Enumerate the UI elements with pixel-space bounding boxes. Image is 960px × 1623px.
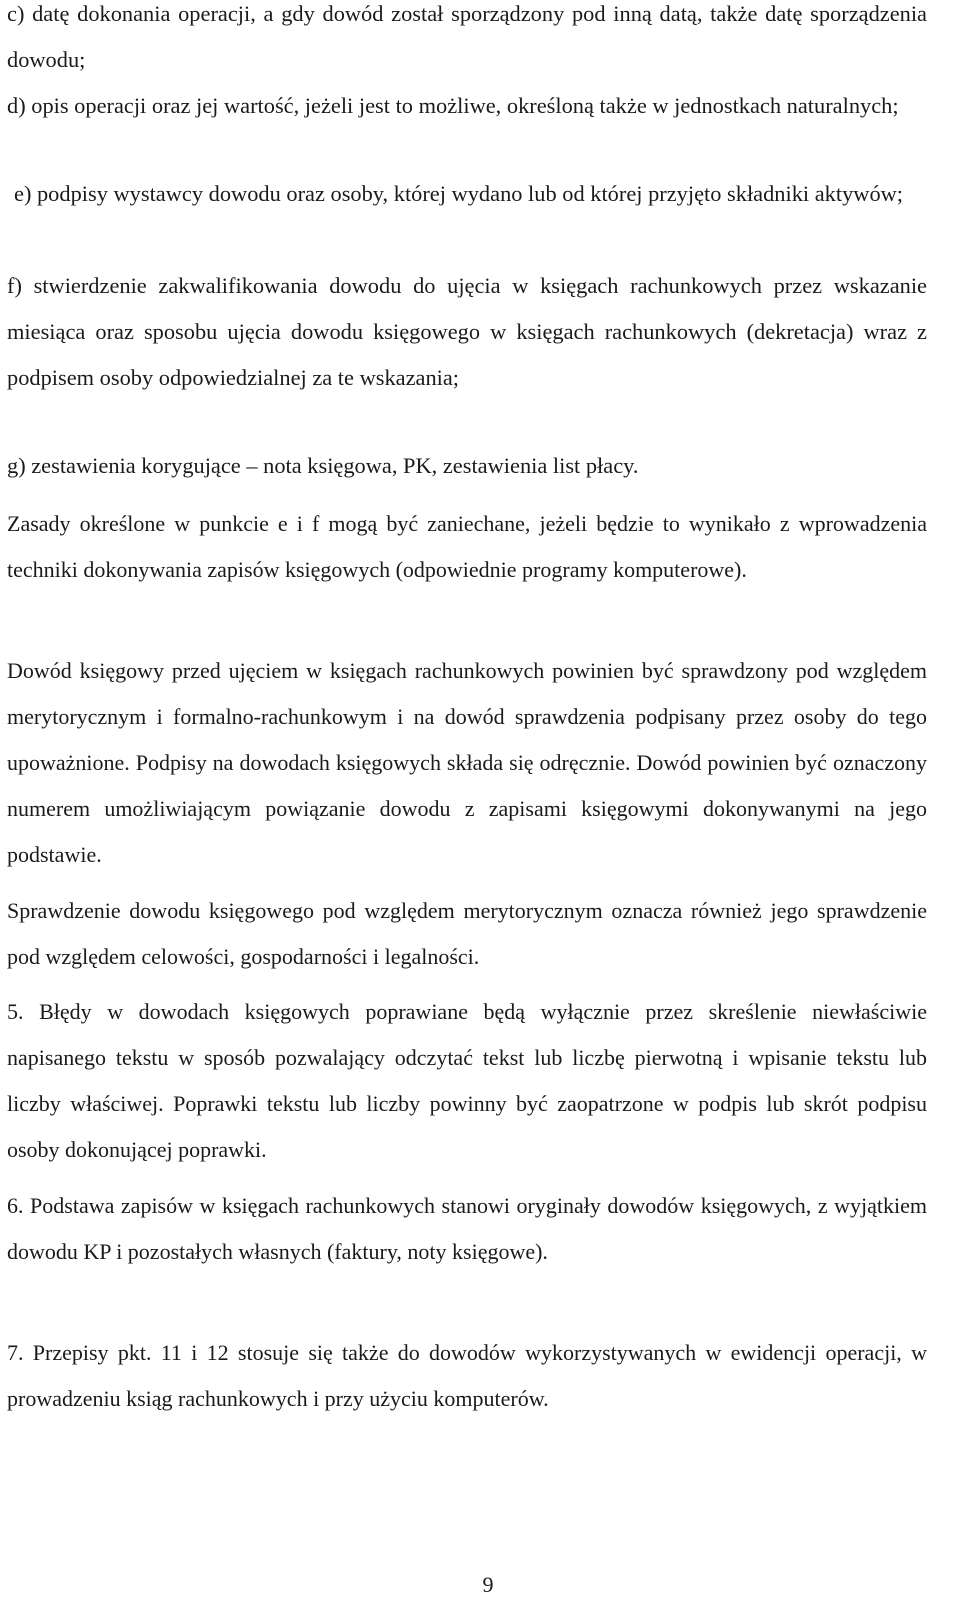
list-item-d: d) opis operacji oraz jej wartość, jeżeli jest to możliwe, określoną także w jednostkach naturalnych; bbox=[7, 93, 899, 118]
list-item-g: g) zestawienia korygujące – nota księgowa, PK, zestawienia list płacy. bbox=[7, 453, 639, 478]
list-item-f: f) stwierdzenie zakwalifikowania dowodu do ujęcia w księgach rachunkowych przez wskazanie miesiąca oraz sposobu ujęcia dowodu księgowego w księgach rachunkowych (dekretacja) wraz z podpisem osoby odpowiedzialnej za te wskazania; bbox=[7, 273, 927, 390]
paragraph-rules-waiver: Zasady określone w punkcie e i f mogą być zaniechane, jeżeli będzie to wynikało z wprowadzenia techniki dokonywania zapisów księgowych (odpowiednie programy komputerowe). bbox=[7, 511, 927, 582]
paragraph-point-5: 5. Błędy w dowodach księgowych poprawiane będą wyłącznie przez skreślenie niewłaściwie napisanego tekstu w sposób pozwalający odczytać tekst lub liczbę pierwotną i wpisanie tekstu lub liczby właściwej. Poprawki tekstu lub liczby powinny być zaopatrzone w podpis lub skrót podpisu osoby dokonującej poprawki. bbox=[7, 999, 927, 1162]
list-item-c: c) datę dokonania operacji, a gdy dowód został sporządzony pod inną datą, także datę sporządzenia dowodu; bbox=[7, 1, 927, 72]
list-item-e: e) podpisy wystawcy dowodu oraz osoby, której wydano lub od której przyjęto składniki aktywów; bbox=[14, 181, 904, 206]
paragraph-verification: Dowód księgowy przed ujęciem w księgach rachunkowych powinien być sprawdzony pod względem merytorycznym i formalno-rachunkowym i na dowód sprawdzenia podpisany przez osoby do tego upoważnione. Podpisy na dowodach księgowych składa się odręcznie. Dowód powinien być oznaczony numerem umożliwiającym powiązanie dowodu z zapisami księgowymi dokonywanymi na jego podstawie. bbox=[7, 658, 927, 867]
paragraph-substantive-check: Sprawdzenie dowodu księgowego pod względem merytorycznym oznacza również jego sprawdzenie pod względem celowości, gospodarności i legalności. bbox=[7, 898, 927, 969]
paragraph-point-6: 6. Podstawa zapisów w księgach rachunkowych stanowi oryginały dowodów księgowych, z wyjątkiem dowodu KP i pozostałych własnych (faktury, noty księgowe). bbox=[7, 1193, 927, 1264]
page-number: 9 bbox=[482, 1572, 494, 1597]
paragraph-point-7: 7. Przepisy pkt. 11 i 12 stosuje się także do dowodów wykorzystywanych w ewidencji operacji, w prowadzeniu ksiąg rachunkowych i przy użyciu komputerów. bbox=[7, 1340, 927, 1411]
